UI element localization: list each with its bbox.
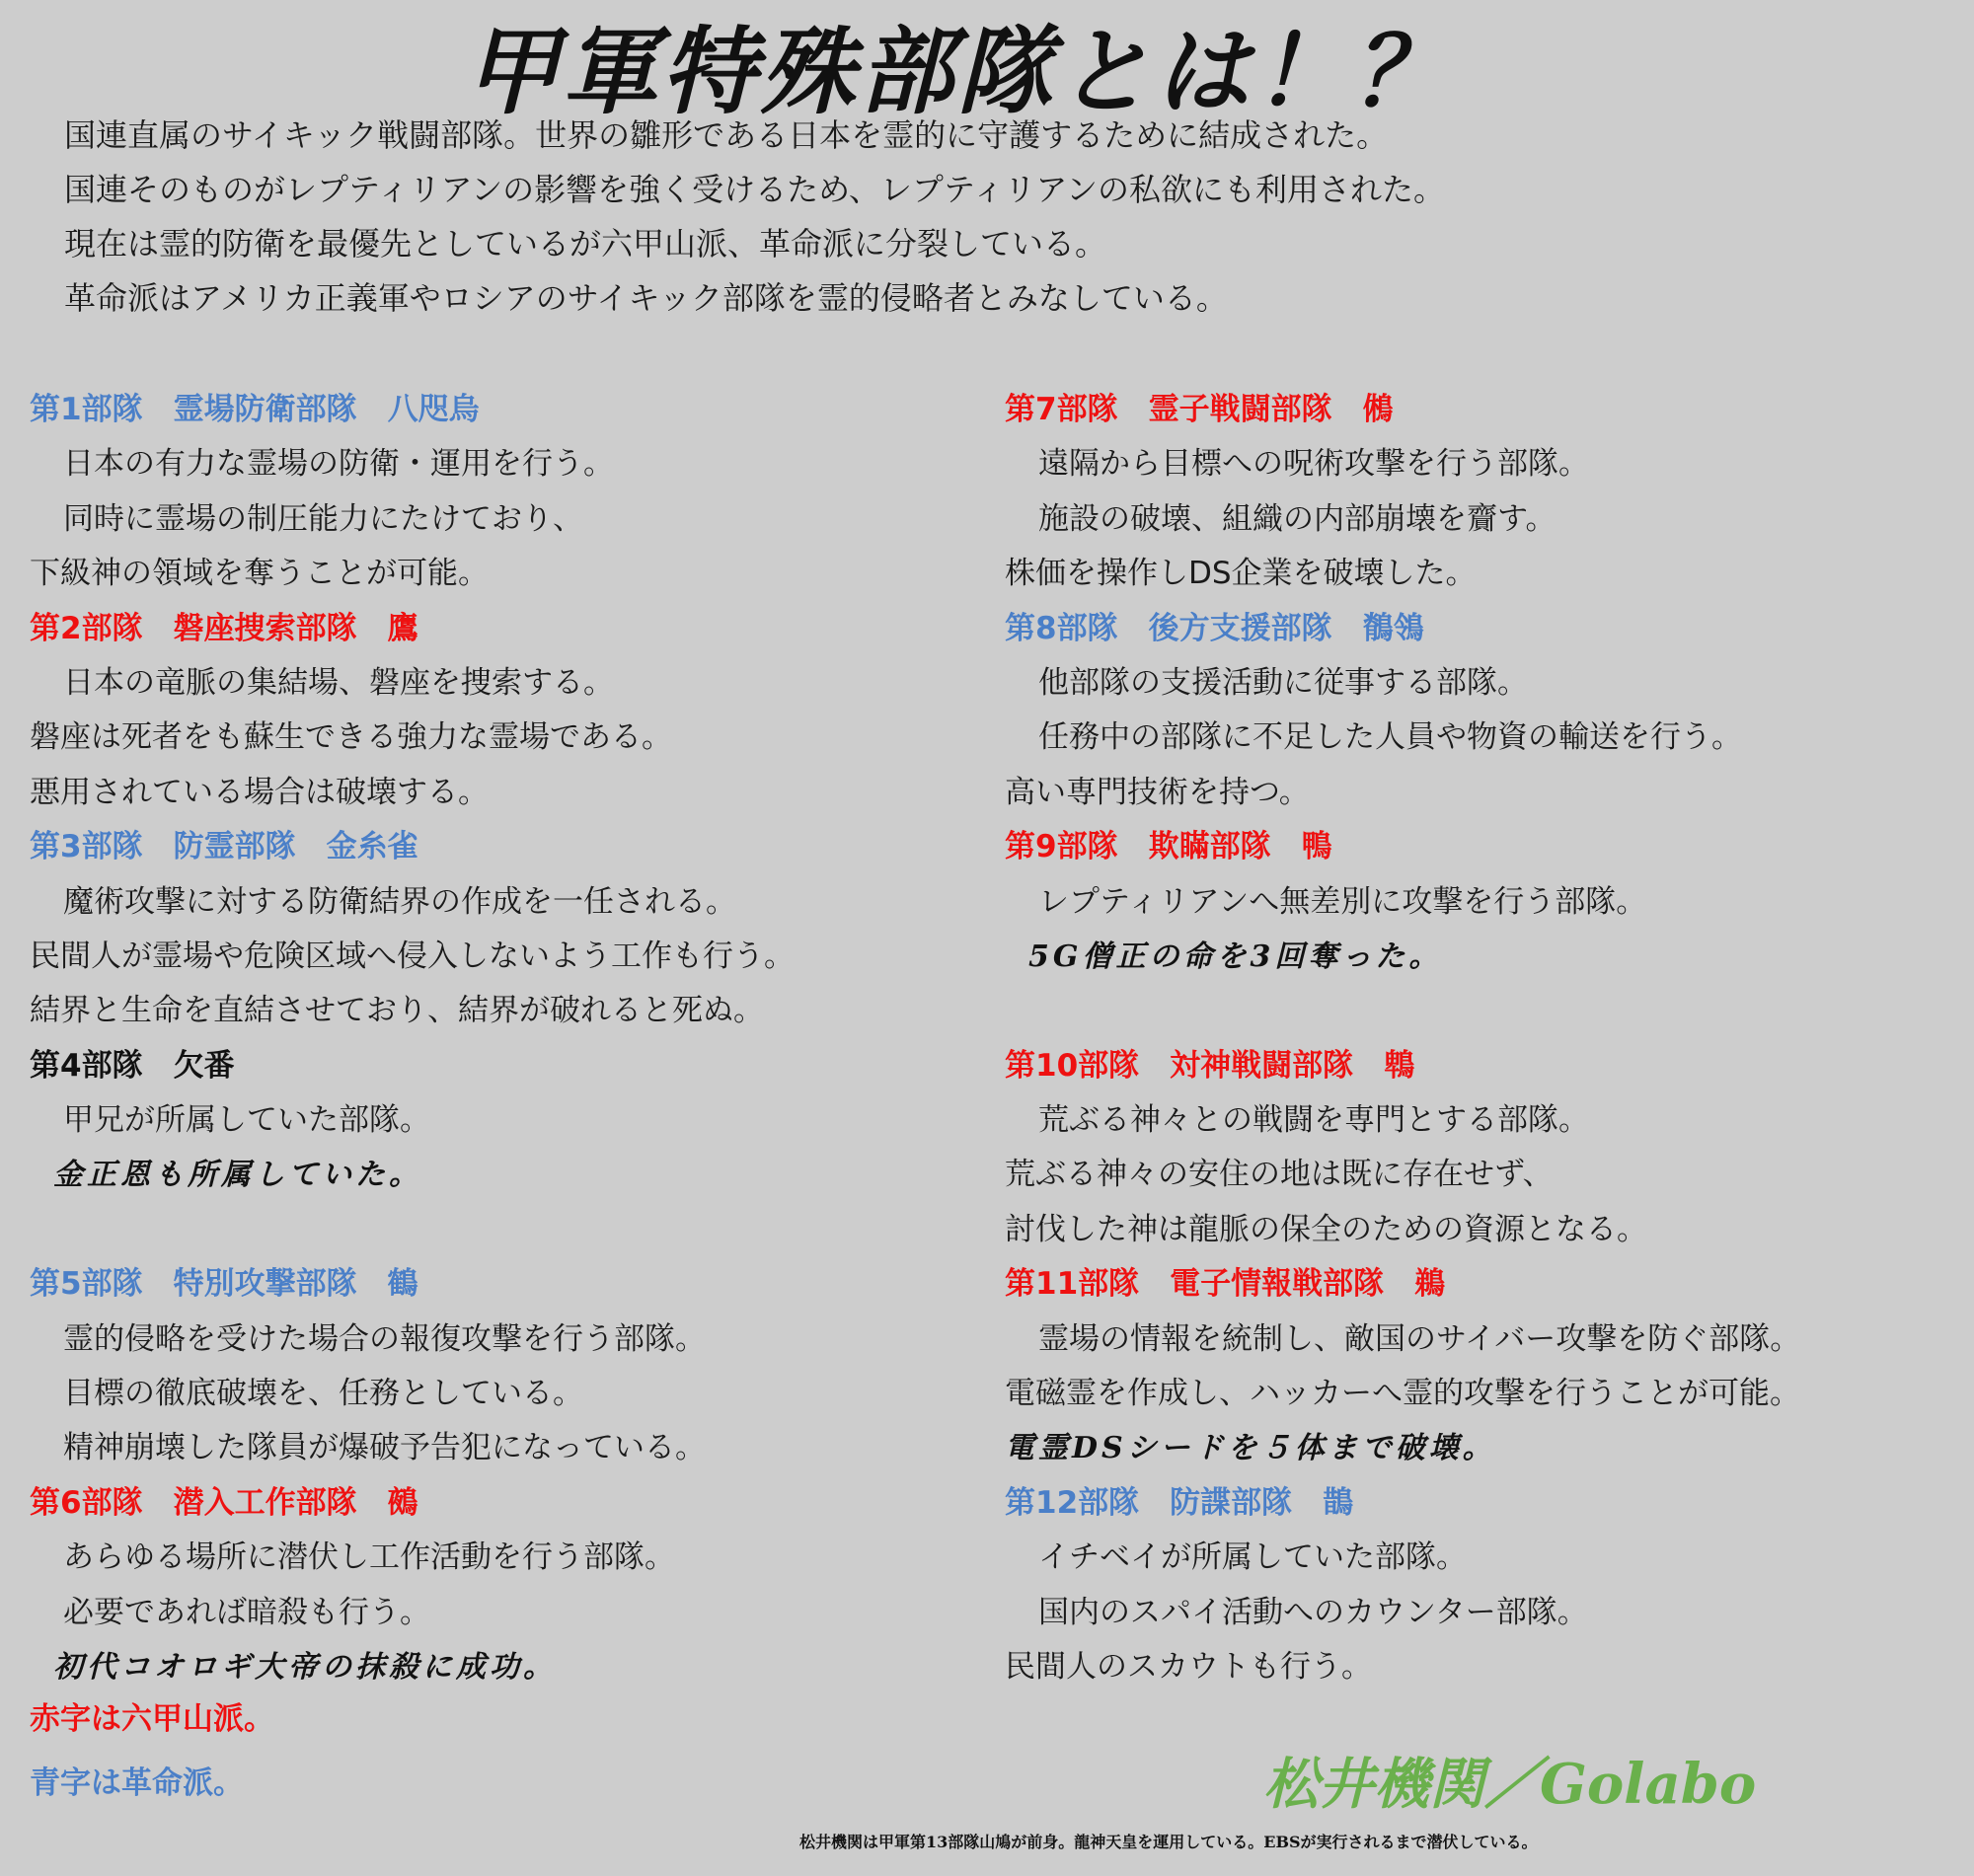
unit-description-line: 株価を操作しDS企業を破壊した。 — [1005, 556, 1477, 592]
unit-description-line: 目標の徹底破壊を、任務としている。 — [63, 1376, 583, 1412]
unit-description-line: レプティリアンへ無差別に攻撃を行う部隊。 — [1038, 883, 1647, 920]
unit-description-line: 必要であれば暗殺も行う。 — [63, 1594, 430, 1630]
intro-line: 現在は霊的防衛を最優先としているが六甲山派、革命派に分裂している。 — [64, 225, 1107, 263]
unit-description-line: 霊的侵略を受けた場合の報復攻撃を行う部隊。 — [63, 1320, 706, 1357]
unit-heading: 第4部隊 欠番 — [30, 1047, 235, 1084]
unit-description-line: 結界と生命を直結させており、結界が破れると死ぬ。 — [30, 993, 764, 1029]
spacer — [1005, 984, 1972, 1038]
unit-description-line: 施設の破壊、組織の内部崩壊を齎す。 — [1038, 500, 1556, 537]
intro-line: 国連直属のサイキック戦闘部隊。世界の雛形である日本を霊的に守護するために結成された。 — [64, 116, 1389, 154]
unit-heading: 第9部隊 欺瞞部隊 鴨 — [1005, 829, 1332, 865]
unit-description-line: 日本の有力な霊場の防衛・運用を行う。 — [63, 446, 614, 483]
unit-description-line: 磐座は死者をも蘇生できる強力な霊場である。 — [30, 719, 672, 756]
intro-line: 革命派はアメリカ正義軍やロシアのサイキック部隊を霊的侵略者とみなしている。 — [64, 279, 1228, 317]
unit-description-line: 任務中の部隊に不足した人員や物資の輸送を行う。 — [1038, 719, 1742, 756]
brand-signature: 松井機関／Golabo — [1263, 1752, 1757, 1817]
unit-heading: 第5部隊 特別攻撃部隊 鶴 — [30, 1266, 418, 1303]
page-title: 甲軍特殊部隊とは！？ — [464, 17, 1451, 127]
unit-heading: 第10部隊 対神戦闘部隊 鵯 — [1005, 1047, 1415, 1084]
unit-description-line: 国内のスパイ活動へのカウンター部隊。 — [1038, 1594, 1588, 1630]
footnote: 松井機関は甲軍第13部隊山鳩が前身。龍神天皇を運用している。EBSが実行されるまで潜伏している。 — [799, 1833, 1538, 1851]
unit-description-line: 同時に霊場の制圧能力にたけており、 — [63, 500, 583, 537]
intro-line: 国連そのものがレプティリアンの影響を強く受けるため、レプティリアンの私欲にも利用された。 — [64, 171, 1446, 208]
unit-description-line: 討伐した神は龍脈の保全のための資源となる。 — [1005, 1211, 1647, 1247]
unit-description-line: あらゆる場所に潜伏し工作活動を行う部隊。 — [63, 1539, 675, 1576]
unit-description-line: 民間人のスカウトも行う。 — [1005, 1648, 1372, 1685]
unit-description-line: 荒ぶる神々の安住の地は既に存在せず、 — [1005, 1157, 1554, 1193]
handwritten-note: 初代コオロギ大帝の抹殺に成功。 — [53, 1649, 557, 1685]
unit-heading: 第11部隊 電子情報戦部隊 鵜 — [1005, 1266, 1446, 1303]
unit-heading: 第2部隊 磐座捜索部隊 鷹 — [30, 610, 418, 646]
handwritten-note: 電霊DSシードを５体まで破壊。 — [1005, 1431, 1496, 1466]
handwritten-note: 5G僧正の命を3回奪った。 — [1028, 938, 1443, 974]
unit-heading: 第12部隊 防諜部隊 鵲 — [1005, 1484, 1354, 1521]
unit-heading: 第6部隊 潜入工作部隊 鵺 — [30, 1484, 418, 1521]
unit-heading: 第7部隊 霊子戦闘部隊 鵂 — [1005, 392, 1394, 427]
unit-heading: 第1部隊 霊場防衛部隊 八咫烏 — [30, 392, 480, 427]
unit-description-line: 悪用されている場合は破壊する。 — [30, 774, 489, 810]
unit-heading: 第8部隊 後方支援部隊 鶺鴒 — [1005, 610, 1424, 646]
unit-description-line: 他部隊の支援活動に従事する部隊。 — [1038, 664, 1528, 701]
unit-description-line: 高い専門技術を持つ。 — [1005, 774, 1310, 810]
unit-description-line: 荒ぶる神々との戦闘を専門とする部隊。 — [1038, 1102, 1589, 1139]
unit-description-line: 精神崩壊した隊員が爆破予告犯になっている。 — [63, 1430, 706, 1466]
unit-description-line: 甲兄が所属していた部隊。 — [63, 1102, 430, 1139]
intro-paragraph — [64, 109, 1939, 326]
unit-description-line: 日本の竜脈の集結場、磐座を捜索する。 — [63, 664, 614, 701]
unit-description-line: 電磁霊を作成し、ハッカーへ霊的攻撃を行うことが可能。 — [1005, 1376, 1800, 1412]
unit-description-line: 遠隔から目標への呪術攻撃を行う部隊。 — [1038, 446, 1589, 483]
right-column — [1005, 383, 1972, 1694]
unit-description-line: 下級神の領域を奪うことが可能。 — [30, 556, 489, 592]
unit-description-line: 魔術攻撃に対する防衛結界の作成を一任される。 — [63, 883, 736, 920]
left-column — [30, 383, 997, 1694]
unit-description-line: 民間人が霊場や危険区域へ侵入しないよう工作も行う。 — [30, 938, 795, 974]
unit-description-line: 霊場の情報を統制し、敵国のサイバー攻撃を防ぐ部隊。 — [1038, 1320, 1801, 1357]
spacer — [30, 1203, 997, 1257]
unit-heading: 第3部隊 防霊部隊 金糸雀 — [30, 829, 418, 865]
legend-red-note: 赤字は六甲山派。 — [30, 1701, 274, 1737]
unit-description-line: イチベイが所属していた部隊。 — [1038, 1539, 1467, 1576]
handwritten-note: 金正恩も所属していた。 — [53, 1158, 422, 1193]
legend-blue-note: 青字は革命派。 — [30, 1765, 244, 1801]
